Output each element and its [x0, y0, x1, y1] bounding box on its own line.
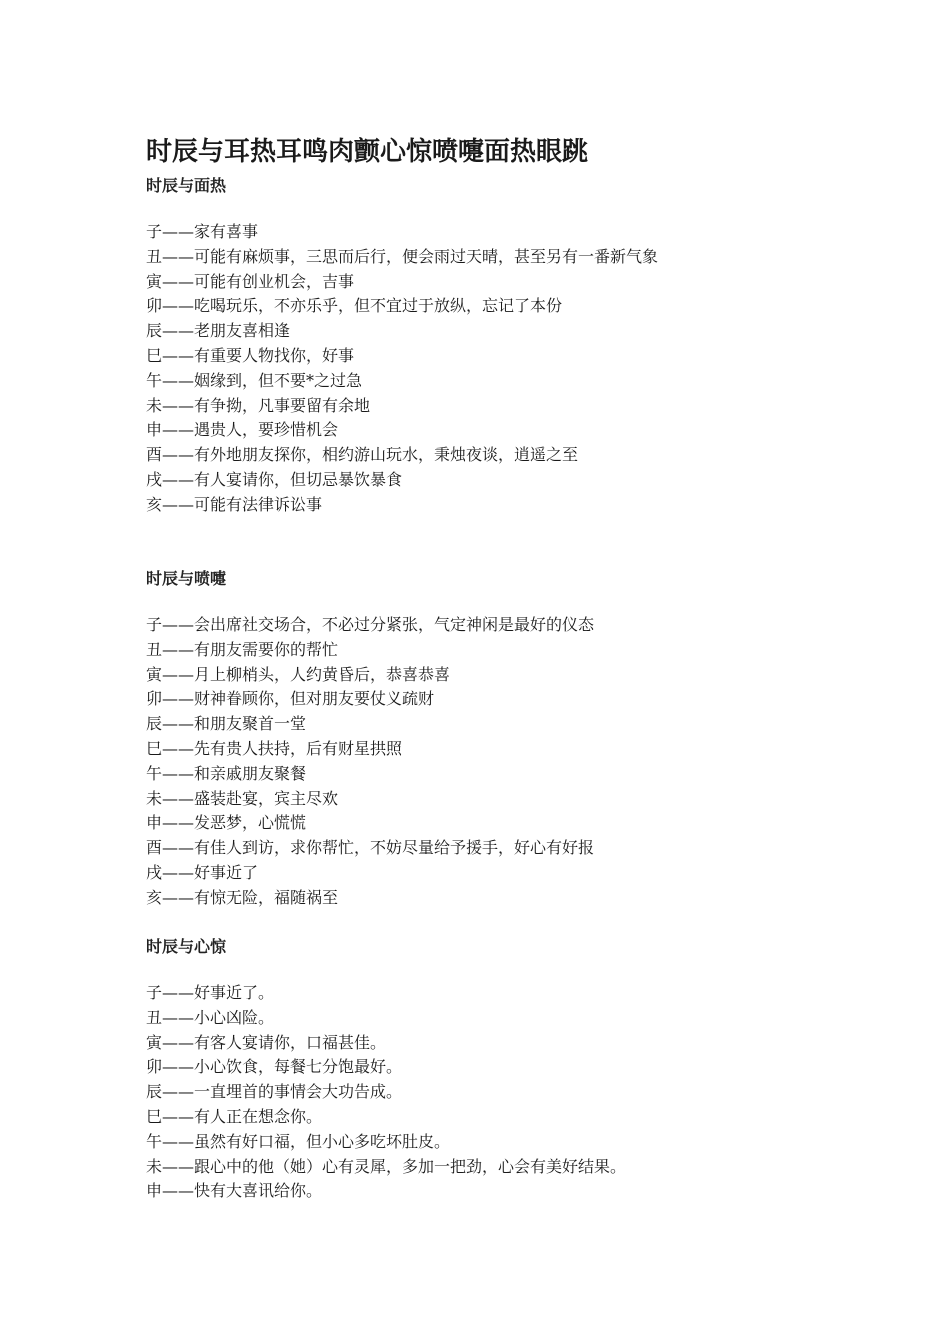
list-item: 辰——一直埋首的事情会大功告成。	[146, 1082, 403, 1102]
document-title: 时辰与耳热耳鸣肉颤心惊喷嚏面热眼跳	[146, 137, 589, 167]
list-item: 未——跟心中的他（她）心有灵犀，多加一把劲，心会有美好结果。	[146, 1156, 627, 1176]
section-face-heat	[146, 174, 906, 518]
list-item: 丑——小心凶险。	[146, 1007, 275, 1027]
entry-list	[146, 220, 906, 518]
list-item: 戌——有人宴请你，但切忌暴饮暴食	[146, 469, 403, 489]
list-item: 子——好事近了。	[146, 983, 275, 1002]
list-item: 申——快有大喜讯给你。	[146, 1181, 323, 1201]
list-item: 子——会出席社交场合，不必过分紧张，气定神闲是最好的仪态	[146, 615, 595, 634]
list-item: 午——虽然有好口福，但小心多吃坏肚皮。	[146, 1131, 451, 1151]
list-item: 丑——可能有麻烦事，三思而后行，便会雨过天晴，甚至另有一番新气象	[146, 246, 659, 266]
list-item: 未——有争拗，凡事要留有余地	[146, 395, 371, 415]
list-item: 寅——可能有创业机会，吉事	[146, 271, 355, 291]
list-item: 亥——有惊无险，福随祸至	[146, 887, 339, 907]
list-item: 巳——有重要人物找你，好事	[146, 345, 355, 365]
entry-list	[146, 981, 906, 1204]
section-sneeze	[146, 567, 906, 911]
list-item: 巳——有人正在想念你。	[146, 1106, 323, 1126]
list-item: 酉——有外地朋友探你，相约游山玩水，秉烛夜谈，逍遥之至	[146, 445, 579, 465]
list-item: 申——遇贵人，要珍惜机会	[146, 420, 339, 440]
section-heading: 时辰与喷嚏	[146, 569, 227, 588]
list-item: 酉——有佳人到访，求你帮忙，不妨尽量给予援手，好心有好报	[146, 838, 595, 858]
section-heart-startle	[146, 935, 906, 1204]
list-item: 辰——和朋友聚首一堂	[146, 714, 307, 734]
list-item: 申——发恶梦，心慌慌	[146, 813, 307, 833]
list-item: 寅——有客人宴请你，口福甚佳。	[146, 1032, 387, 1052]
entry-list	[146, 613, 906, 911]
list-item: 寅——月上柳梢头，人约黄昏后，恭喜恭喜	[146, 664, 451, 684]
list-item: 辰——老朋友喜相逢	[146, 321, 291, 341]
list-item: 戌——好事近了	[146, 862, 259, 882]
section-heading: 时辰与心惊	[146, 937, 227, 956]
list-item: 亥——可能有法律诉讼事	[146, 494, 323, 514]
list-item: 子——家有喜事	[146, 222, 259, 241]
list-item: 午——和亲戚朋友聚餐	[146, 763, 307, 783]
list-item: 巳——先有贵人扶持，后有财星拱照	[146, 738, 403, 758]
list-item: 卯——吃喝玩乐，不亦乐乎，但不宜过于放纵，忘记了本份	[146, 296, 563, 316]
list-item: 丑——有朋友需要你的帮忙	[146, 639, 339, 659]
section-heading: 时辰与面热	[146, 176, 227, 195]
list-item: 卯——小心饮食，每餐七分饱最好。	[146, 1057, 403, 1077]
list-item: 午——姻缘到，但不要*之过急	[146, 370, 363, 390]
list-item: 卯——财神眷顾你，但对朋友要仗义疏财	[146, 689, 435, 709]
list-item: 未——盛装赴宴，宾主尽欢	[146, 788, 339, 808]
